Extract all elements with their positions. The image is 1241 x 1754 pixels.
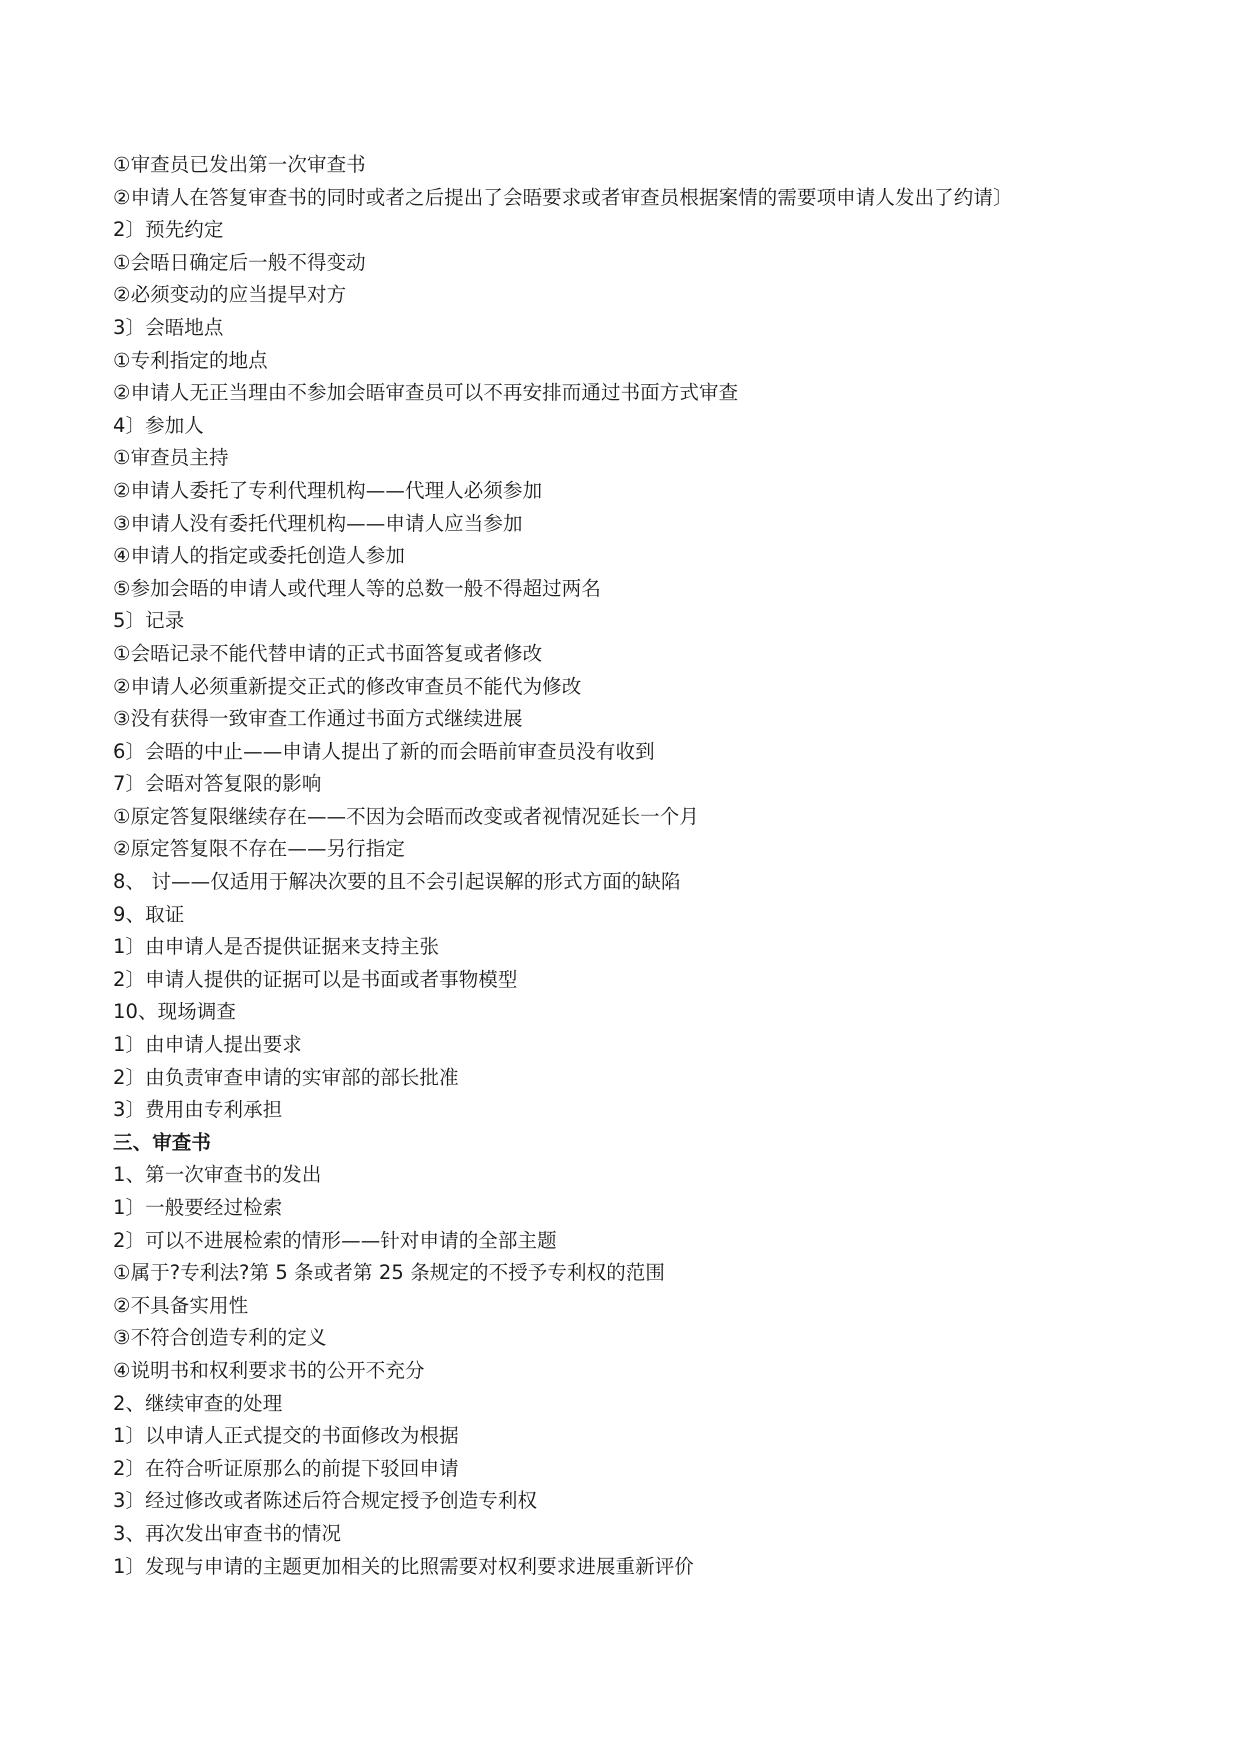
text-line: 3、再次发出审查书的情况 (113, 1521, 342, 1545)
text-line: 2〕可以不进展检索的情形——针对申请的全部主题 (113, 1228, 557, 1252)
text-line: ①审查员主持 (113, 446, 229, 470)
text-line: 1〕一般要经过检索 (113, 1196, 283, 1219)
text-line: ③没有获得一致审查工作通过书面方式继续进展 (113, 707, 523, 731)
text-line: ②原定答复限不存在——另行指定 (113, 837, 405, 861)
section-heading: 三、审查书 (113, 1130, 212, 1154)
text-line: 2、继续审查的处理 (113, 1391, 283, 1415)
text-line: ④说明书和权利要求书的公开不充分 (113, 1358, 425, 1382)
text-line: ④申请人的指定或委托创造人参加 (113, 544, 405, 568)
text-line: ②申请人在答复审查书的同时或者之后提出了会晤要求或者审查员根据案情的需要项申请人发出了约请〕 (113, 185, 1013, 209)
text-line: ①专利指定的地点 (113, 348, 268, 372)
text-line: ①原定答复限继续存在——不因为会晤而改变或者视情况延长一个月 (113, 804, 699, 828)
text-line: 1、第一次审查书的发出 (113, 1163, 322, 1187)
text-line: 9、取证 (113, 902, 185, 926)
text-line: ③不符合创造专利的定义 (113, 1326, 327, 1350)
text-line: 1〕发现与申请的主题更加相关的比照需要对权利要求进展重新评价 (113, 1554, 694, 1578)
text-line: ①审查员已发出第一次审查书 (113, 153, 366, 176)
text-line: 3〕经过修改或者陈述后符合规定授予创造专利权 (113, 1489, 538, 1513)
text-line: ②不具备实用性 (113, 1293, 249, 1317)
text-line: 1〕以申请人正式提交的书面修改为根据 (113, 1424, 459, 1448)
text-line: 2〕预先约定 (113, 218, 224, 242)
text-line: ②必须变动的应当提早对方 (113, 283, 347, 307)
text-line: 5〕记录 (113, 609, 185, 633)
text-line: ②申请人必须重新提交正式的修改审查员不能代为修改 (113, 674, 582, 698)
text-line: 3〕费用由专利承担 (113, 1098, 283, 1122)
text-line: 3〕会晤地点 (113, 315, 224, 339)
text-line: ①会晤日确定后一般不得变动 (113, 250, 366, 274)
text-line: 2〕申请人提供的证据可以是书面或者事物模型 (113, 967, 518, 991)
text-line: 1〕由申请人提出要求 (113, 1033, 302, 1057)
text-line: 6〕会晤的中止——申请人提出了新的而会晤前审查员没有收到 (113, 739, 655, 763)
text-line: ①会晤记录不能代替申请的正式书面答复或者修改 (113, 641, 543, 665)
text-line: 4〕参加人 (113, 413, 204, 437)
text-line: 7〕会晤对答复限的影响 (113, 772, 322, 796)
text-line: 2〕由负责审查申请的实审部的部长批准 (113, 1065, 459, 1089)
text-line: ②申请人无正当理由不参加会晤审查员可以不再安排而通过书面方式审查 (113, 381, 739, 405)
text-line: 8、 讨——仅适用于解决次要的且不会引起误解的形式方面的缺陷 (113, 870, 681, 894)
text-line: 10、现场调查 (113, 1000, 237, 1024)
text-line: 2〕在符合听证原那么的前提下驳回申请 (113, 1456, 459, 1480)
text-line: ⑤参加会晤的申请人或代理人等的总数一般不得超过两名 (113, 576, 601, 600)
text-line: ③申请人没有委托代理机构——申请人应当参加 (113, 511, 523, 535)
text-line: 1〕由申请人是否提供证据来支持主张 (113, 935, 440, 959)
text-line: ①属于?专利法?第 5 条或者第 25 条规定的不授予专利权的范围 (113, 1261, 665, 1285)
document-body (113, 149, 1173, 1583)
text-line: ②申请人委托了专利代理机构——代理人必须参加 (113, 478, 543, 502)
